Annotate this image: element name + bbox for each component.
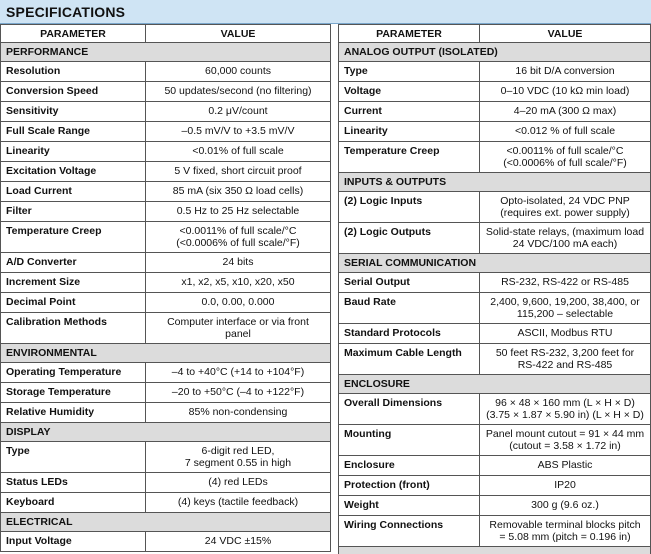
parameter-cell: Excitation Voltage <box>1 162 146 182</box>
parameter-cell: Current <box>339 102 480 122</box>
parameter-cell: Conversion Speed <box>1 82 146 102</box>
table-row <box>1 62 331 82</box>
table-header <box>339 25 651 43</box>
table-row <box>339 192 651 223</box>
table-row <box>1 532 331 552</box>
parameter-cell: Type <box>339 62 480 82</box>
table-row <box>1 273 331 293</box>
section-heading: ANALOG OUTPUT (ISOLATED) <box>339 43 651 62</box>
parameter-cell: Weight <box>339 496 480 516</box>
parameter-cell: Filter <box>1 202 146 222</box>
table-row <box>1 293 331 313</box>
value-cell: IP20 <box>480 476 651 496</box>
value-cell: –20 to +50°C (–4 to +122°F) <box>146 383 331 403</box>
section-heading <box>339 547 651 554</box>
parameter-cell: Voltage <box>339 82 480 102</box>
parameter-cell: Storage Temperature <box>1 383 146 403</box>
section-row <box>339 254 651 273</box>
section-row <box>1 423 331 442</box>
table-row <box>339 516 651 547</box>
section-row <box>339 375 651 394</box>
table-row <box>339 102 651 122</box>
parameter-cell: Sensitivity <box>1 102 146 122</box>
section-row <box>1 513 331 532</box>
parameter-cell: Decimal Point <box>1 293 146 313</box>
table-row <box>1 202 331 222</box>
table-row <box>339 394 651 425</box>
table-row <box>1 493 331 513</box>
section-heading: INPUTS & OUTPUTS <box>339 173 651 192</box>
section-row <box>339 43 651 62</box>
table-header <box>1 25 331 43</box>
value-cell: 96 × 48 × 160 mm (L × H × D) (3.75 × 1.87 × 5.90 in) (L × H × D) <box>480 394 651 425</box>
parameter-cell: Resolution <box>1 62 146 82</box>
table-row <box>339 476 651 496</box>
value-cell: –0.5 mV/V to +3.5 mV/V <box>146 122 331 142</box>
header-value: VALUE <box>480 25 651 43</box>
value-cell: 85% non-condensing <box>146 403 331 423</box>
parameter-cell: Type <box>1 442 146 473</box>
parameter-cell: Input Voltage <box>1 532 146 552</box>
table-row <box>1 122 331 142</box>
value-cell: 300 g (9.6 oz.) <box>480 496 651 516</box>
parameter-cell: Overall Dimensions <box>339 394 480 425</box>
table-row <box>339 496 651 516</box>
parameter-cell: Load Current <box>1 182 146 202</box>
parameter-cell: Increment Size <box>1 273 146 293</box>
section-heading: DISPLAY <box>1 423 331 442</box>
parameter-cell: Linearity <box>339 122 480 142</box>
value-cell: (4) red LEDs <box>146 473 331 493</box>
section-row <box>339 173 651 192</box>
value-cell: 24 bits <box>146 253 331 273</box>
header-parameter: PARAMETER <box>1 25 146 43</box>
section-heading: PERFORMANCE <box>1 43 331 62</box>
table-row <box>1 142 331 162</box>
value-cell: 0.5 Hz to 25 Hz selectable <box>146 202 331 222</box>
value-cell: 6-digit red LED, 7 segment 0.55 in high <box>146 442 331 473</box>
value-cell: 0–10 VDC (10 kΩ min load) <box>480 82 651 102</box>
table-row <box>1 182 331 202</box>
parameter-cell: Calibration Methods <box>1 313 146 344</box>
table-row <box>1 102 331 122</box>
value-cell: <0.01% of full scale <box>146 142 331 162</box>
value-cell: 85 mA (six 350 Ω load cells) <box>146 182 331 202</box>
table-row <box>339 456 651 476</box>
value-cell: <0.012 % of full scale <box>480 122 651 142</box>
parameter-cell: Protection (front) <box>339 476 480 496</box>
spec-table-left <box>0 24 331 552</box>
parameter-cell: Wiring Connections <box>339 516 480 547</box>
parameter-cell: (2) Logic Outputs <box>339 223 480 254</box>
value-cell: 0.2 μV/count <box>146 102 331 122</box>
value-cell: ASCII, Modbus RTU <box>480 324 651 344</box>
value-cell: ABS Plastic <box>480 456 651 476</box>
table-row <box>1 473 331 493</box>
section-row <box>1 43 331 62</box>
table-row <box>1 253 331 273</box>
parameter-cell: Full Scale Range <box>1 122 146 142</box>
table-row <box>339 293 651 324</box>
table-row <box>339 324 651 344</box>
table-row <box>339 62 651 82</box>
value-cell: 0.0, 0.00, 0.000 <box>146 293 331 313</box>
table-row <box>1 222 331 253</box>
value-cell: 2,400, 9,600, 19,200, 38,400, or 115,200 – selectable <box>480 293 651 324</box>
section-row <box>1 344 331 363</box>
parameter-cell: (2) Logic Inputs <box>339 192 480 223</box>
value-cell: 24 VDC ±15% <box>146 532 331 552</box>
value-cell: 50 feet RS-232, 3,200 feet for RS-422 and RS-485 <box>480 344 651 375</box>
section-row <box>339 547 651 554</box>
table-row <box>1 313 331 344</box>
value-cell: x1, x2, x5, x10, x20, x50 <box>146 273 331 293</box>
parameter-cell: Status LEDs <box>1 473 146 493</box>
parameter-cell: Serial Output <box>339 273 480 293</box>
page-title: SPECIFICATIONS <box>6 4 126 20</box>
section-heading: SERIAL COMMUNICATION <box>339 254 651 273</box>
section-heading: ELECTRICAL <box>1 513 331 532</box>
value-cell: Removable terminal blocks pitch = 5.08 mm (pitch = 0.196 in) <box>480 516 651 547</box>
value-cell: 4–20 mA (300 Ω max) <box>480 102 651 122</box>
parameter-cell: Linearity <box>1 142 146 162</box>
value-cell: RS-232, RS-422 or RS-485 <box>480 273 651 293</box>
table-row <box>339 425 651 456</box>
parameter-cell: Temperature Creep <box>1 222 146 253</box>
title-bar <box>0 0 651 24</box>
table-row <box>339 223 651 254</box>
parameter-cell: Keyboard <box>1 493 146 513</box>
table-row <box>1 363 331 383</box>
parameter-cell: Temperature Creep <box>339 142 480 173</box>
table-row <box>339 273 651 293</box>
table-row <box>1 162 331 182</box>
value-cell: Solid-state relays, (maximum load 24 VDC/100 mA each) <box>480 223 651 254</box>
value-cell: (4) keys (tactile feedback) <box>146 493 331 513</box>
value-cell: 5 V fixed, short circuit proof <box>146 162 331 182</box>
value-cell: 16 bit D/A conversion <box>480 62 651 82</box>
table-row <box>339 142 651 173</box>
parameter-cell: Mounting <box>339 425 480 456</box>
parameter-cell: Relative Humidity <box>1 403 146 423</box>
value-cell: <0.0011% of full scale/°C (<0.0006% of full scale/°F) <box>146 222 331 253</box>
parameter-cell: Operating Temperature <box>1 363 146 383</box>
parameter-cell: Maximum Cable Length <box>339 344 480 375</box>
table-row <box>339 122 651 142</box>
value-cell: Computer interface or via front panel <box>146 313 331 344</box>
header-parameter: PARAMETER <box>339 25 480 43</box>
parameter-cell: Enclosure <box>339 456 480 476</box>
table-row <box>1 383 331 403</box>
parameter-cell: Baud Rate <box>339 293 480 324</box>
value-cell: –4 to +40°C (+14 to +104°F) <box>146 363 331 383</box>
section-heading: ENCLOSURE <box>339 375 651 394</box>
table-row <box>1 442 331 473</box>
spec-table-right <box>338 24 651 554</box>
value-cell: Opto-isolated, 24 VDC PNP (requires ext. power supply) <box>480 192 651 223</box>
value-cell: 60,000 counts <box>146 62 331 82</box>
value-cell: 50 updates/second (no filtering) <box>146 82 331 102</box>
value-cell: Panel mount cutout = 91 × 44 mm (cutout = 3.58 × 1.72 in) <box>480 425 651 456</box>
parameter-cell: Standard Protocols <box>339 324 480 344</box>
table-row <box>339 82 651 102</box>
table-row <box>1 82 331 102</box>
section-heading: ENVIRONMENTAL <box>1 344 331 363</box>
parameter-cell: A/D Converter <box>1 253 146 273</box>
header-value: VALUE <box>146 25 331 43</box>
table-row <box>1 403 331 423</box>
table-row <box>339 344 651 375</box>
value-cell: <0.0011% of full scale/°C (<0.0006% of full scale/°F) <box>480 142 651 173</box>
